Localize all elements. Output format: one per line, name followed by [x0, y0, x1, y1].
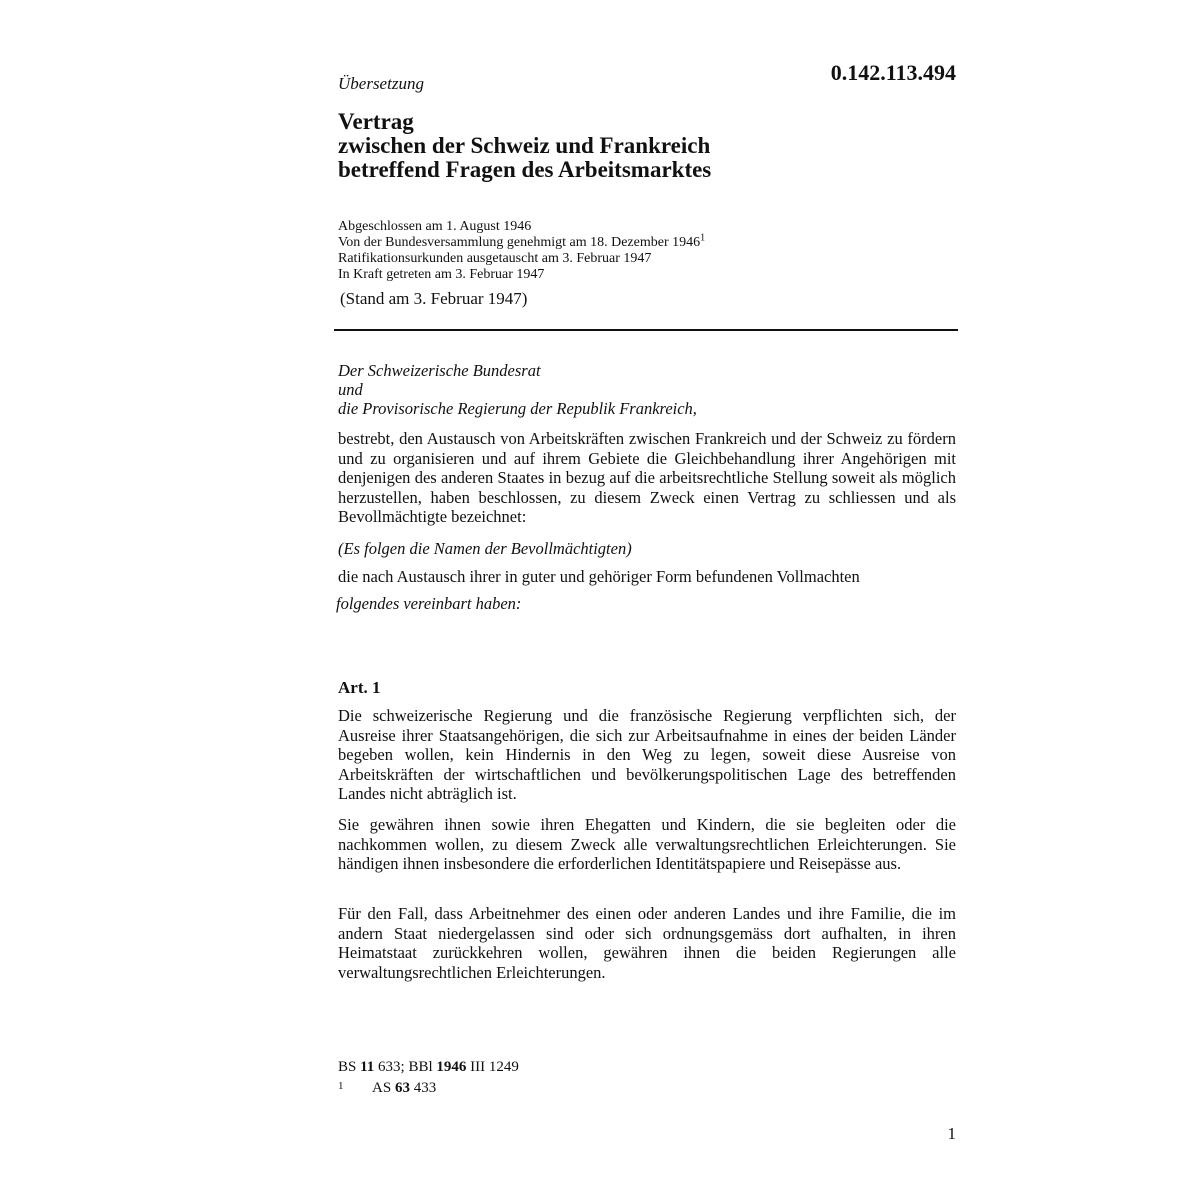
party-conjunction: und: [338, 380, 363, 399]
footnote-reference[interactable]: 1: [700, 232, 706, 244]
agreed-clause: folgendes vereinbart haben:: [336, 594, 522, 613]
approved-date: [338, 232, 706, 251]
preamble-purpose: bestrebt, den Austausch von Arbeitskräften zwischen Frankreich und der Schweiz zu fördern und zu organisieren und auf ihrem Gebiete die Gleichbehandlung ihrer Angehörigen mit denjenigen des anderen Staates in bezug auf die arbeitsrechtliche Stellung soweit als möglich herzustellen, haben beschlossen, zu diesem Zweck einen Vertrag zu schliessen und als Bevollmächtigte bezeichnet:: [338, 429, 956, 526]
party-swiss: Der Schweizerische Bundesrat: [338, 361, 541, 380]
footnote-mark: 1: [338, 1080, 344, 1092]
contracting-parties: [338, 361, 697, 418]
header-divider: [334, 329, 958, 331]
approved-date-text: Von der Bundesversammlung genehmigt am 18. Dezember 1946: [338, 235, 701, 250]
concluded-date: Abgeschlossen am 1. August 1946: [338, 219, 532, 234]
status-date: (Stand am 3. Februar 1947): [340, 289, 528, 308]
page-number: 1: [947, 1124, 956, 1143]
ratification-date: Ratifikationsurkunden ausgetauscht am 3. Februar 1947: [338, 251, 652, 266]
document-title: [338, 110, 711, 182]
translation-label: Übersetzung: [338, 74, 424, 93]
date-block: [338, 219, 705, 283]
plenipotentiaries-note: (Es folgen die Namen der Bevollmächtigten): [338, 539, 632, 558]
in-force-date: In Kraft getreten am 3. Februar 1947: [338, 267, 545, 282]
footnote-1: 1 AS 63 433: [338, 1080, 437, 1096]
title-line-3: betreffend Fragen des Arbeitsmarktes: [338, 157, 712, 182]
sr-number: 0.142.113.494: [830, 60, 956, 85]
title-line-1: Vertrag: [338, 109, 414, 134]
article-1-heading: Art. 1: [338, 678, 381, 697]
exchange-of-powers: die nach Austausch ihrer in guter und gehöriger Form befundenen Vollmachten: [338, 567, 860, 586]
title-line-2: zwischen der Schweiz und Frankreich: [338, 133, 711, 158]
source-reference: BS 11 633; BBl 1946 III 1249: [338, 1059, 519, 1075]
article-1-paragraph-2: Sie gewähren ihnen sowie ihren Ehegatten und Kindern, die sie begleiten oder die nachkommen wollen, zu diesem Zweck alle verwaltungsrechtlichen Erleichterungen. Sie händigen ihnen insbesondere die erforderlichen Identitätspapiere und Reisepässe aus.: [338, 815, 956, 873]
article-1-paragraph-1: Die schweizerische Regierung und die französische Regierung verpflichten sich, der Ausreise ihrer Staatsangehörigen, die sich zur Arbeitsaufnahme in eines der beiden Länder begeben wollen, kein Hindernis in den Weg zu legen, soweit diese Ausreise von Arbeitskräften der wirtschaftlichen und bevölkerungspolitischen Lage des betreffenden Landes nicht abträglich ist.: [338, 706, 956, 803]
article-1-paragraph-3: Für den Fall, dass Arbeitnehmer des einen oder anderen Landes und ihre Familie, die im andern Staat niedergelassen sind oder sich ordnungsgemäss dort aufhalten, in ihren Heimatstaat zurückkehren wollen, gewähren ihnen die beiden Regierungen alle verwaltungsrechtlichen Erleichterungen.: [338, 904, 956, 982]
party-france: die Provisorische Regierung der Republik Frankreich,: [338, 399, 697, 418]
